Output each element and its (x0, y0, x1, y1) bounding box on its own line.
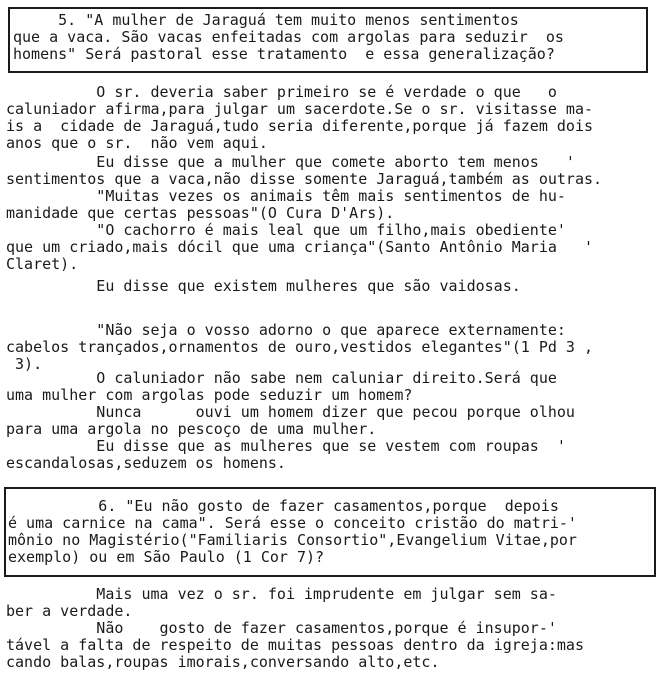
text-line: "O cachorro é mais leal que um filho,mais obediente' (6, 221, 566, 239)
text-line: "Muitas vezes os animais têm mais sentimentos de hu- (6, 187, 566, 205)
text-line: sentimentos que a vaca,não disse somente Jaraguá,também as outras. (6, 170, 603, 188)
text-line: 5. "A mulher de Jaraguá tem muito menos sentimentos (13, 11, 519, 29)
text-line: homens" Será pastoral esse tratamento e essa generalização? (13, 45, 555, 63)
text-line: uma mulher com argolas pode seduzir um homem? (6, 386, 413, 404)
text-line: is a cidade de Jaraguá,tudo seria diferente,porque já fazem dois (6, 117, 593, 135)
text-line: Claret). (6, 255, 79, 273)
text-line: "Não seja o vosso adorno o que aparece externamente: (6, 321, 566, 339)
text-line: Nunca ouvi um homem dizer que pecou porque olhou (6, 403, 575, 421)
text-line: mônio no Magistério("Familiaris Consortio",Evangelium Vitae,por (8, 531, 577, 549)
text-line: é uma carnice na cama". Será esse o conceito cristão do matri-' (8, 514, 577, 532)
text-line: exemplo) ou em São Paulo (1 Cor 7)? (8, 548, 325, 566)
text-line: tável a falta de respeito de muitas pessoas dentro da igreja:mas (6, 636, 584, 654)
text-line: Eu disse que a mulher que comete aborto tem menos ' (6, 153, 575, 171)
text-line: caluniador afirma,para julgar um sacerdote.Se o sr. visitasse ma- (6, 100, 593, 118)
text-line: Eu disse que as mulheres que se vestem com roupas ' (6, 437, 566, 455)
text-line: manidade que certas pessoas"(O Cura D'Ars). (6, 204, 395, 222)
text-line: que a vaca. São vacas enfeitadas com argolas para seduzir os (13, 28, 564, 46)
text-line: Eu disse que existem mulheres que são vaidosas. (6, 277, 521, 295)
text-line: escandalosas,seduzem os homens. (6, 454, 286, 472)
text-line: 3). (6, 355, 43, 373)
text-line: cando balas,roupas imorais,conversando alto,etc. (6, 653, 440, 671)
text-line: Mais uma vez o sr. foi imprudente em julgar sem sa- (6, 585, 557, 603)
text-line: para uma argola no pescoço de uma mulher. (6, 420, 377, 438)
text-line: ber a verdade. (6, 602, 133, 620)
text-line: 6. "Eu não gosto de fazer casamentos,porque depois (8, 497, 559, 515)
text-line: cabelos trançados,ornamentos de ouro,vestidos elegantes"(1 Pd 3 , (6, 338, 593, 356)
text-line: anos que o sr. não vem aqui. (6, 134, 268, 152)
text-line: O sr. deveria saber primeiro se é verdade o que o (6, 83, 557, 101)
text-line: Não gosto de fazer casamentos,porque é insupor-' (6, 619, 557, 637)
text-line: O caluniador não sabe nem caluniar direito.Será que (6, 369, 557, 387)
text-line: que um criado,mais dócil que uma criança"(Santo Antônio Maria ' (6, 238, 593, 256)
